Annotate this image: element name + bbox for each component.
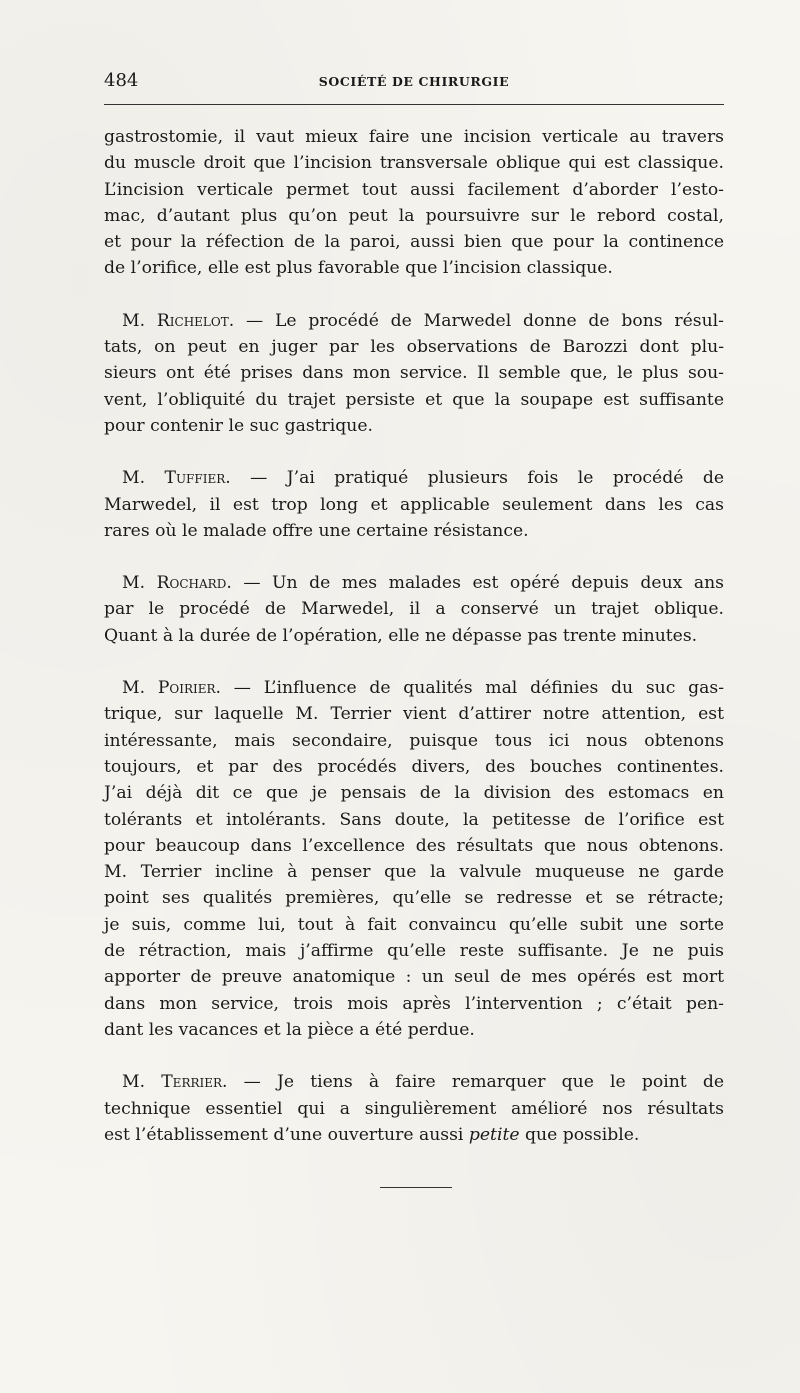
- text-segment: que possible.: [519, 1124, 640, 1145]
- paragraph-rochard: [104, 570, 724, 649]
- text-line: [104, 1122, 724, 1148]
- text-segment: est l’établissement d’une ouverture aussi: [104, 1124, 469, 1145]
- speaker-name: Rochard.: [156, 573, 232, 594]
- text-line: gastrostomie, il vaut mieux faire une incision verticale au travers: [104, 127, 724, 147]
- speaker-prefix: M.: [122, 310, 157, 331]
- text-line: tolérants et intolérants. Sans doute, la petitesse de l’orifice est: [104, 809, 724, 830]
- text-line: M. Terrier incline à penser que la valvule muqueuse ne garde: [104, 862, 724, 883]
- text-line: tats, on peut en juger par les observations de Barozzi dont plu-: [104, 337, 724, 358]
- text-line: pour contenir le suc gastrique.: [104, 415, 373, 436]
- text-line: rares où le malade offre une certaine résistance.: [104, 520, 529, 541]
- speaker-name: Terrier.: [161, 1072, 228, 1093]
- text-line: point ses qualités premières, qu’elle se redresse et se rétracte;: [104, 888, 724, 909]
- text-line: trique, sur laquelle M. Terrier vient d’attirer notre attention, est: [104, 704, 724, 725]
- text-line: pour beaucoup dans l’excellence des résultats que nous obtenons.: [104, 835, 724, 856]
- text-line: Quant à la durée de l’opération, elle ne dépasse pas trente minutes.: [104, 625, 698, 646]
- text-line: mac, d’autant plus qu’on peut la poursuivre sur le rebord costal,: [104, 205, 724, 226]
- paragraph-poirier: [104, 675, 724, 1043]
- text-line: [104, 570, 724, 596]
- text-line: Marwedel, il est trop long et applicable seulement dans les cas: [104, 494, 724, 515]
- text-line: apporter de preuve anatomique : un seul de mes opérés est mort: [104, 967, 724, 988]
- speech-start: — L’influence de qualités mal définies du suc gas-: [221, 678, 724, 699]
- speaker-prefix: M.: [122, 468, 165, 489]
- speaker-name: Richelot.: [156, 310, 235, 331]
- text-line: je suis, comme lui, tout à fait convaincu qu’elle subit une sorte: [104, 914, 724, 935]
- speech-start: — J’ai pratiqué plusieurs fois le procédé de: [230, 468, 724, 489]
- end-rule: [380, 1187, 452, 1188]
- text-line: [104, 675, 724, 701]
- text-line: de rétraction, mais j’affirme qu’elle reste suffisante. Je ne puis: [104, 941, 724, 962]
- speaker-name: Tuffier.: [164, 468, 231, 489]
- speech-start: — Un de mes malades est opéré depuis deux ans: [231, 573, 724, 594]
- text-line: sieurs ont été prises dans mon service. Il semble que, le plus sou-: [104, 363, 724, 384]
- text-line: et pour la réfection de la paroi, aussi bien que pour la continence: [104, 232, 724, 253]
- text-line: dans mon service, trois mois après l’intervention ; c’était pen-: [104, 993, 724, 1014]
- speaker-prefix: M.: [122, 573, 157, 594]
- text-line: vent, l’obliquité du trajet persiste et que la soupape est suffisante: [104, 389, 724, 410]
- paragraph-richelot: [104, 308, 724, 439]
- text-line: par le procédé de Marwedel, il a conservé un trajet oblique.: [104, 599, 724, 620]
- text-line: [104, 1069, 724, 1095]
- text-line: du muscle droit que l’incision transversale oblique qui est classique.: [104, 153, 724, 174]
- text-line: [104, 308, 724, 334]
- text-line: toujours, et par des procédés divers, des bouches continentes.: [104, 756, 724, 777]
- header-rule: [104, 104, 724, 105]
- text-line: technique essentiel qui a singulièrement amélioré nos résultats: [104, 1098, 724, 1119]
- italic-word: petite: [468, 1124, 520, 1145]
- page-header: [104, 70, 724, 94]
- text-line: dant les vacances et la pièce a été perdue.: [104, 1019, 475, 1040]
- text-line: J’ai déjà dit ce que je pensais de la division des estomacs en: [104, 783, 724, 804]
- running-title: SOCIÉTÉ DE CHIRURGIE: [318, 74, 510, 89]
- speaker-prefix: M.: [122, 1072, 162, 1093]
- paragraph-continuation: [104, 124, 724, 282]
- speaker-prefix: M.: [122, 678, 158, 699]
- speech-start: — Je tiens à faire remarquer que le point de: [227, 1072, 724, 1093]
- text-line: de l’orifice, elle est plus favorable que l’incision classique.: [104, 258, 613, 279]
- page-number: 484: [104, 70, 139, 91]
- body-text: [104, 124, 724, 1174]
- speaker-name: Poirier.: [157, 678, 222, 699]
- text-line: L’incision verticale permet tout aussi facilement d’aborder l’esto-: [104, 179, 724, 200]
- text-line: [104, 465, 724, 491]
- text-line: intéressante, mais secondaire, puisque tous ici nous obtenons: [104, 730, 724, 751]
- speech-start: — Le procédé de Marwedel donne de bons résul-: [234, 310, 724, 331]
- paragraph-terrier: [104, 1069, 724, 1148]
- paragraph-tuffier: [104, 465, 724, 544]
